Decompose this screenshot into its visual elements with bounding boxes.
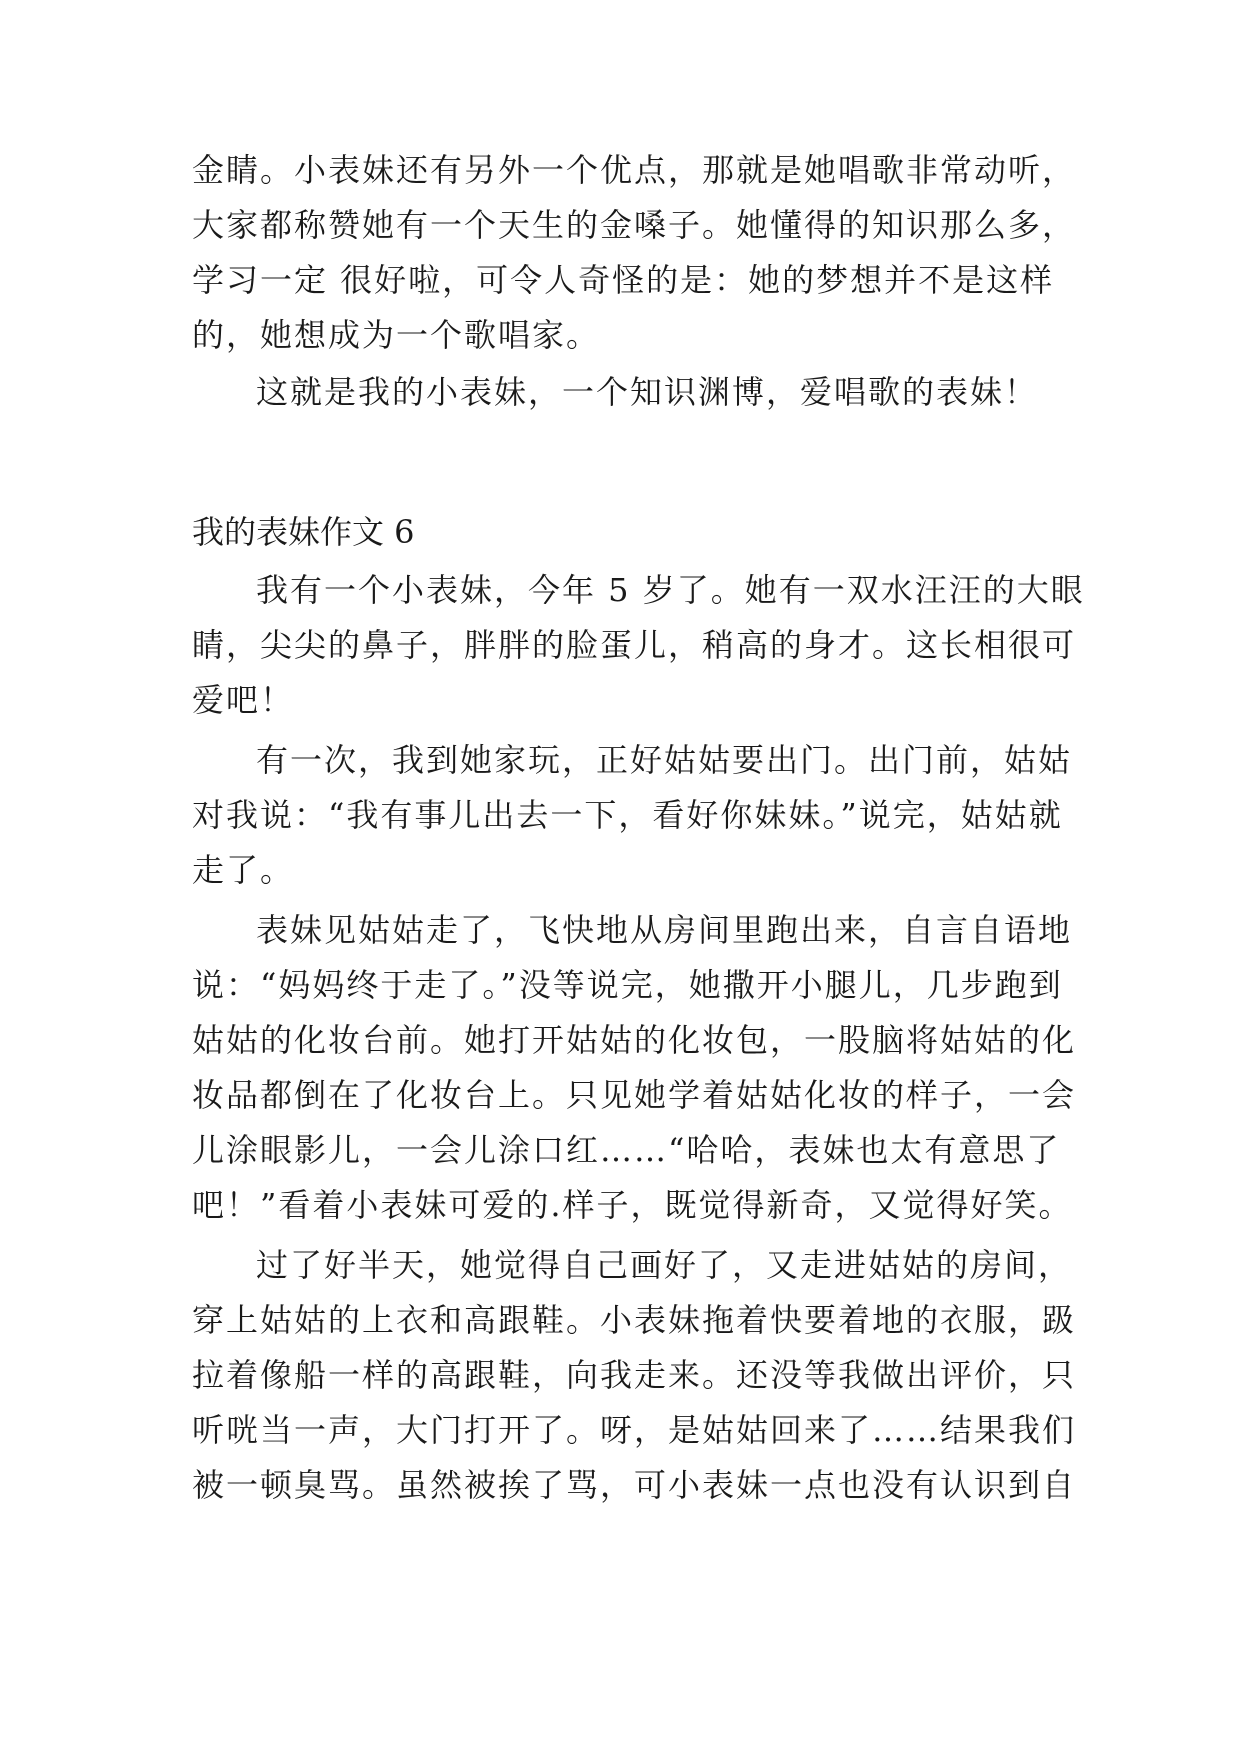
text-line: 对我说：“我有事儿出去一下，看好你妹妹。”说完，姑姑就 xyxy=(192,796,1063,834)
text-line: 我有一个小表妹，今年 5 岁了。她有一双水汪汪的大眼 xyxy=(256,571,1085,609)
text-line: 儿涂眼影儿，一会儿涂口红……“哈哈，表妹也太有意思了 xyxy=(192,1131,1061,1169)
text-line: 睛，尖尖的鼻子，胖胖的脸蛋儿，稍高的身才。这长相很可 xyxy=(192,626,1077,664)
text-line: 大家都称赞她有一个天生的金嗓子。她懂得的知识那么多， xyxy=(192,206,1077,244)
text-line: 爱吧！ xyxy=(192,681,295,719)
text-line: 穿上姑姑的上衣和高跟鞋。小表妹拖着快要着地的衣服，趿 xyxy=(192,1301,1077,1339)
text-line: 吧！”看着小表妹可爱的.样子，既觉得新奇，又觉得好笑。 xyxy=(192,1186,1073,1224)
text-line: 过了好半天，她觉得自己画好了，又走进姑姑的房间， xyxy=(256,1246,1073,1284)
text-line: 的，她想成为一个歌唱家。 xyxy=(192,316,601,354)
text-line: 表妹见姑姑走了，飞快地从房间里跑出来，自言自语地 xyxy=(256,911,1073,949)
text-line: 这就是我的小表妹，一个知识渊博，爱唱歌的表妹！ xyxy=(256,373,1039,411)
text-line: 听咣当一声，大门打开了。呀，是姑姑回来了……结果我们 xyxy=(192,1411,1077,1449)
text-line: 金睛。小表妹还有另外一个优点，那就是她唱歌非常动听， xyxy=(192,151,1077,189)
text-line: 妆品都倒在了化妆台上。只见她学着姑姑化妆的样子，一会 xyxy=(192,1076,1077,1114)
text-line: 有一次，我到她家玩，正好姑姑要出门。出门前，姑姑 xyxy=(256,741,1073,779)
text-line: 走了。 xyxy=(192,851,295,889)
text-line: 被一顿臭骂。虽然被挨了骂，可小表妹一点也没有认识到自 xyxy=(192,1466,1077,1504)
section-heading: 我的表妹作文 6 xyxy=(192,513,415,551)
text-line: 学习一定 很好啦，可令人奇怪的是：她的梦想并不是这样 xyxy=(192,261,1055,299)
text-line: 姑姑的化妆台前。她打开姑姑的化妆包，一股脑将姑姑的化 xyxy=(192,1021,1077,1059)
text-line: 说：“妈妈终于走了。”没等说完，她撒开小腿儿，几步跑到 xyxy=(192,966,1063,1004)
text-line: 拉着像船一样的高跟鞋，向我走来。还没等我做出评价，只 xyxy=(192,1356,1077,1394)
